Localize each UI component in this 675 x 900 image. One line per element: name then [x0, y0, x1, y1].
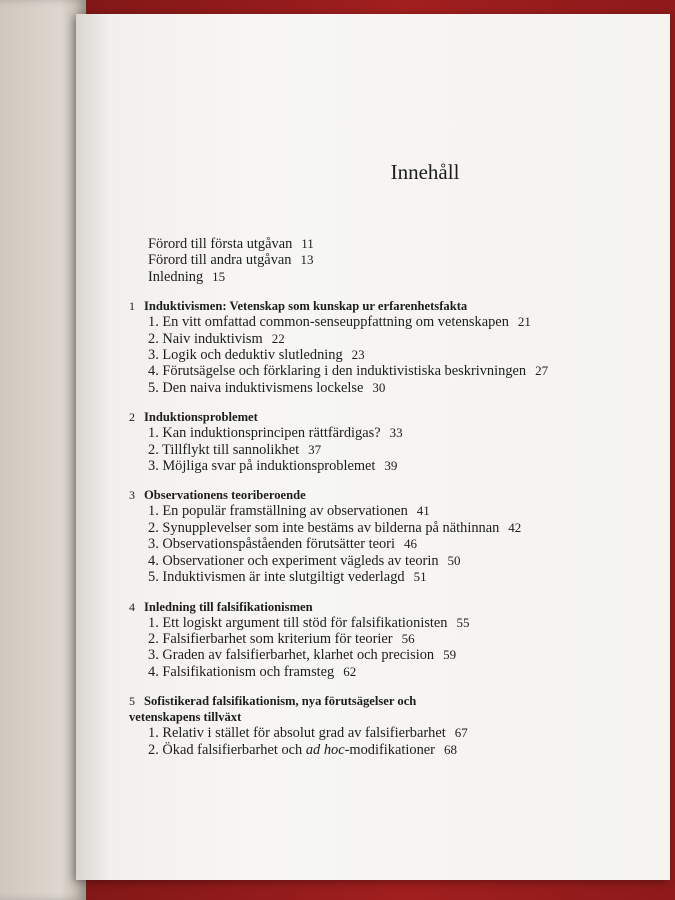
toc-section — [148, 380, 648, 396]
chapter-number: 4 — [129, 599, 135, 614]
section-page: 62 — [343, 663, 357, 679]
toc-section — [148, 536, 648, 552]
chapter-heading — [129, 599, 648, 615]
toc-section — [148, 615, 648, 631]
chapter-number: 1 — [129, 299, 135, 314]
section-label: 1. Ett logiskt argument till stöd för falsifikationisten — [148, 614, 448, 631]
section-page: 67 — [454, 725, 468, 741]
section-label: 3. Observationspåståenden förutsätter teori — [148, 536, 395, 553]
section-label: 3. Möjliga svar på induktionsproblemet — [148, 458, 376, 475]
toc-entry-page: 13 — [300, 252, 314, 268]
section-page: 56 — [401, 630, 415, 646]
section-page: 68 — [443, 741, 457, 757]
chapter-4 — [129, 599, 648, 681]
section-label: 2. Ökad falsifierbarhet och — [148, 741, 306, 758]
toc-entry — [148, 269, 648, 285]
section-page: 50 — [447, 552, 461, 568]
toc-section — [148, 458, 648, 474]
section-label: 2. Synupplevelser som inte bestäms av bilderna på näthinnan — [148, 519, 500, 536]
section-label: 4. Förutsägelse och förklaring i den induktivistiska beskrivningen — [148, 363, 527, 380]
toc-section — [148, 331, 648, 347]
toc-entry-page: 15 — [212, 268, 226, 284]
section-page: 30 — [372, 379, 386, 395]
section-label: 1. Relativ i stället för absolut grad av falsifierbarhet — [148, 725, 446, 742]
chapter-heading — [129, 693, 648, 709]
chapter-heading — [129, 409, 648, 425]
chapter-1 — [129, 298, 648, 396]
toc-section — [148, 520, 648, 536]
section-page: 59 — [443, 647, 457, 663]
section-page: 33 — [389, 425, 403, 441]
section-page: 46 — [403, 536, 417, 552]
section-label: 3. Graden av falsifierbarhet, klarhet och precision — [148, 647, 435, 664]
section-page: 21 — [517, 314, 531, 330]
toc-section — [148, 725, 648, 741]
toc-entry-label: Förord till första utgåvan — [148, 236, 293, 252]
toc-section — [148, 553, 648, 569]
chapter-number: 2 — [129, 410, 135, 425]
chapter-title: Induktionsproblemet — [144, 410, 258, 425]
section-page: 51 — [413, 569, 427, 585]
toc-section — [148, 569, 648, 585]
toc-entry-label: Inledning — [148, 268, 204, 285]
chapter-3 — [129, 487, 648, 585]
section-page: 39 — [384, 458, 398, 474]
left-page-edge — [0, 0, 86, 900]
chapter-title: Observationens teoriberoende — [144, 488, 306, 503]
toc-section — [148, 647, 648, 663]
chapter-title: Induktivismen: Vetenskap som kunskap ur erfarenhetsfakta — [144, 299, 468, 314]
section-label: 1. Kan induktionsprincipen rättfärdigas? — [148, 425, 381, 442]
section-label: 1. En populär framställning av observationen — [148, 503, 408, 520]
toc-entry — [148, 252, 648, 268]
toc-entry-label: Förord till andra utgåvan — [148, 252, 292, 269]
section-page: 55 — [456, 614, 470, 630]
chapter-heading — [129, 487, 648, 503]
chapter-2 — [129, 409, 648, 474]
chapter-number: 3 — [129, 488, 135, 503]
chapter-5 — [129, 693, 648, 758]
section-page: 41 — [416, 503, 430, 519]
section-label: 4. Observationer och experiment vägleds av teorin — [148, 552, 439, 569]
section-label: 2. Tillflykt till sannolikhet — [148, 441, 300, 458]
chapter-title-continued: vetenskapens tillväxt — [129, 710, 242, 725]
toc-section — [148, 503, 648, 519]
toc-section — [148, 664, 648, 680]
section-label: 3. Logik och deduktiv slutledning — [148, 347, 343, 364]
toc-section — [148, 631, 648, 647]
section-label: 4. Falsifikationism och framsteg — [148, 663, 335, 680]
section-label: 5. Den naiva induktivismens lockelse — [148, 379, 364, 396]
chapter-number: 5 — [129, 694, 135, 709]
toc-section — [148, 347, 648, 363]
page-title: Innehåll — [390, 160, 460, 184]
section-label-suffix: -modifikationer — [344, 741, 435, 758]
toc-section — [148, 425, 648, 441]
section-label: 2. Naiv induktivism — [148, 330, 263, 347]
chapter-title: Sofistikerad falsifikationism, nya förutsägelser och — [144, 694, 417, 709]
section-page: 37 — [308, 441, 322, 457]
section-page: 42 — [508, 519, 522, 535]
front-matter — [148, 236, 648, 285]
section-label: 2. Falsifierbarhet som kriterium för teorier — [148, 630, 393, 647]
section-label-italic: ad hoc — [305, 741, 345, 758]
toc-section — [148, 442, 648, 458]
toc-entry — [148, 236, 648, 252]
section-page: 27 — [535, 363, 549, 379]
section-label: 1. En vitt omfattad common-senseuppfattning om vetenskapen — [148, 314, 509, 331]
section-page: 23 — [351, 347, 365, 363]
section-page: 22 — [271, 330, 285, 346]
toc-section — [148, 363, 648, 379]
toc-section — [148, 742, 648, 758]
chapter-heading — [129, 298, 648, 314]
section-label: 5. Induktivismen är inte slutgiltigt vederlagd — [148, 569, 405, 586]
toc-section — [148, 314, 648, 330]
table-of-contents — [129, 236, 648, 758]
toc-entry-page: 11 — [301, 236, 314, 251]
chapter-title: Inledning till falsifikationismen — [144, 599, 313, 614]
